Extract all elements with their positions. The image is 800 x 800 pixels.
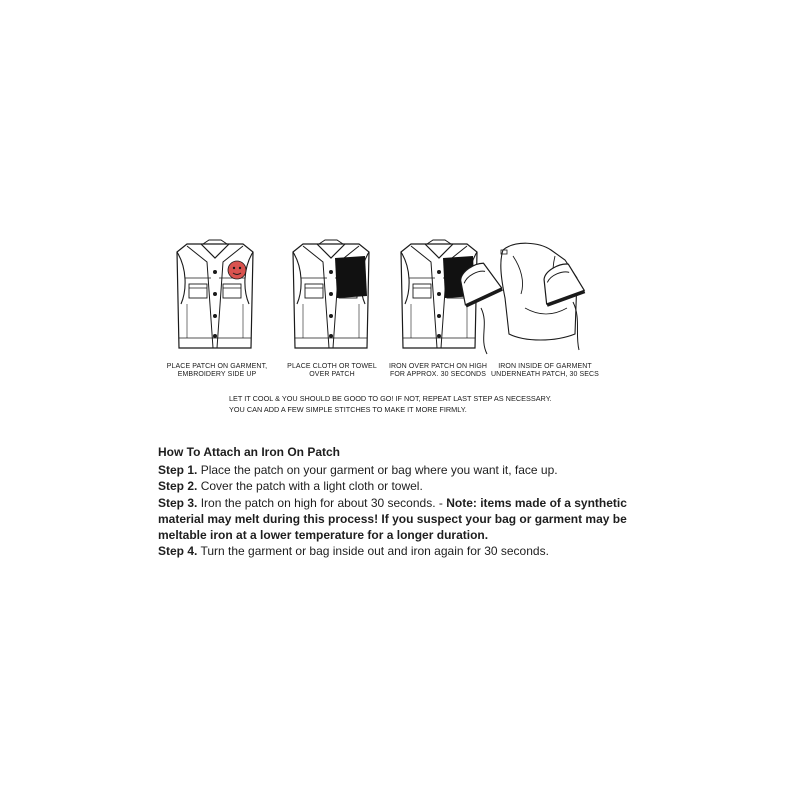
step-label: Step 1. [158, 463, 198, 478]
instructions-title: How To Attach an Iron On Patch [158, 445, 341, 459]
instruction-illustration [155, 228, 637, 438]
step-text: Place the patch on your garment or bag where you want it, face up. [197, 463, 558, 478]
step-label: Step 2. [158, 479, 198, 494]
caption-step1: PLACE PATCH ON GARMENT, EMBROIDERY SIDE UP [166, 363, 268, 378]
instructions-block [158, 444, 658, 559]
caption-step4: IRON INSIDE OF GARMENT UNDERNEATH PATCH, 30 SECS [491, 363, 599, 378]
step-text: Iron the patch on high for about 30 seconds. - [197, 495, 447, 510]
caption-step3: IRON OVER PATCH ON HIGH FOR APPROX. 30 SECONDS [388, 363, 488, 378]
caption-step2: PLACE CLOTH OR TOWEL OVER PATCH [287, 363, 377, 378]
step-text: Cover the patch with a light cloth or towel. [197, 479, 423, 494]
step-3 [158, 495, 658, 544]
synthetic-warning-note: Note: items made of a synthetic material may melt during this process! If you suspect your bag or garment may be meltable iron at a lower temperature for a longer duration. [158, 495, 627, 543]
cloth-icon [335, 256, 367, 298]
vest-step1-drawing [177, 240, 253, 348]
vest-step2-drawing [293, 240, 369, 348]
stitch-tip-note: YOU CAN ADD A FEW SIMPLE STITCHES TO MAKE IT MORE FIRMLY. [229, 405, 467, 414]
step-4 [158, 543, 658, 559]
step-label: Step 3. [158, 495, 198, 510]
vest-step3-drawing [401, 240, 503, 354]
step-label: Step 4. [158, 544, 198, 559]
step-text: Turn the garment or bag inside out and iron again for 30 seconds. [197, 544, 549, 559]
step-2 [158, 478, 658, 494]
inside-out-garment-drawing [501, 243, 585, 350]
cool-down-note: LET IT COOL & YOU SHOULD BE GOOD TO GO! IF NOT, REPEAT LAST STEP AS NECESSARY. [229, 394, 552, 403]
patch-icon [228, 261, 246, 279]
step-1 [158, 462, 658, 478]
